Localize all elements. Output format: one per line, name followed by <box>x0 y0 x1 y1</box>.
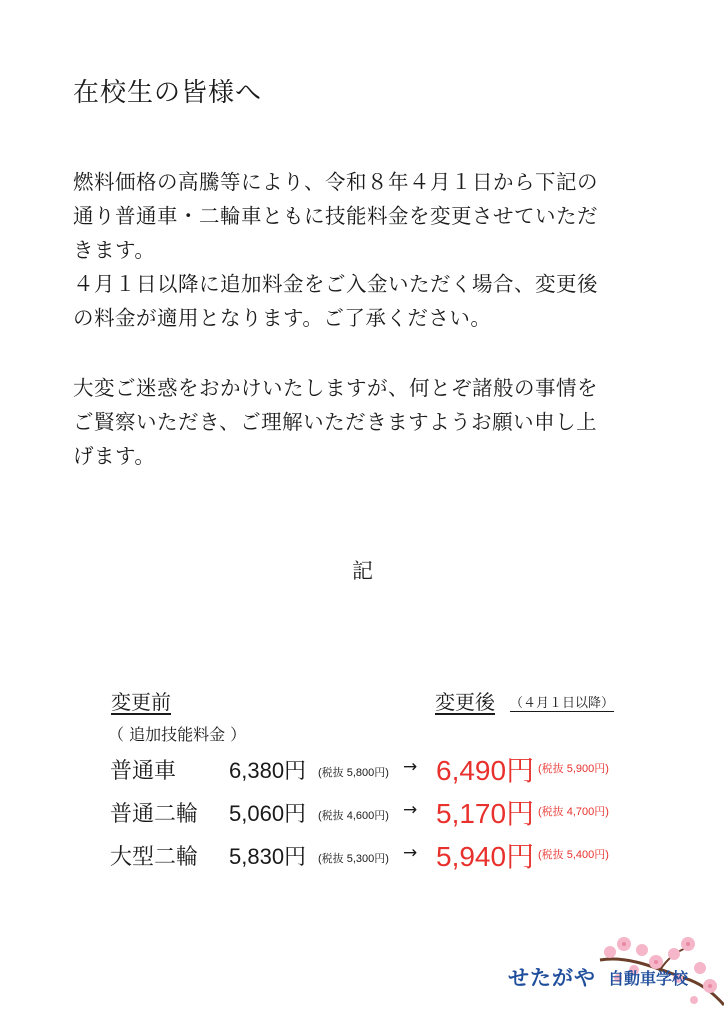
logo-sub-text: 自動車学校 <box>608 969 689 988</box>
row-old-price: 6,380円 <box>229 758 307 783</box>
row-old-tax: (税抜 5,800円) <box>318 767 389 779</box>
row-old-price: 5,060円 <box>229 801 307 826</box>
header-after-note: （４月１日以降） <box>510 696 615 711</box>
notice-line: ４月１日以降に追加料金をご入金いただく場合、変更後 <box>73 272 598 296</box>
apology-line: 大変ご迷惑をおかけいたしますが、何とぞ諸般の事情を <box>73 376 598 400</box>
notice-paragraph <box>73 165 653 335</box>
apology-line: げます。 <box>73 444 156 468</box>
page-title: 在校生の皆様へ <box>73 78 263 108</box>
apology-line: ご賢察いただき、ご理解いただきますようお願い申し上 <box>73 410 598 434</box>
row-new-price: 5,940円 <box>436 841 535 872</box>
row-category: 普通二輪 <box>110 802 199 827</box>
row-category: 普通車 <box>110 759 177 784</box>
price-row <box>110 840 670 874</box>
price-row <box>110 797 670 831</box>
ki-heading: 記 <box>352 559 373 583</box>
row-new-tax: (税抜 5,900円) <box>538 763 609 775</box>
logo-main-text: せたがや <box>508 966 596 990</box>
price-row <box>110 754 670 788</box>
subheader: （ 追加技能料金 ） <box>108 725 247 744</box>
arrow-icon: → <box>403 757 418 777</box>
row-new-price: 5,170円 <box>436 798 535 829</box>
notice-line: きます。 <box>73 238 156 262</box>
row-old-price: 5,830円 <box>229 844 307 869</box>
header-before: 変更前 <box>111 690 171 714</box>
row-new-price: 6,490円 <box>436 755 535 786</box>
notice-line: 通り普通車・二輪車ともに技能料金を変更させていただ <box>73 204 598 228</box>
row-old-tax: (税抜 5,300円) <box>318 853 389 865</box>
row-new-tax: (税抜 4,700円) <box>538 806 609 818</box>
row-old-tax: (税抜 4,600円) <box>318 810 389 822</box>
notice-line: 燃料価格の高騰等により、令和８年４月１日から下記の <box>73 170 598 194</box>
arrow-icon: → <box>403 800 418 820</box>
row-new-tax: (税抜 5,400円) <box>538 849 609 861</box>
arrow-icon: → <box>403 843 418 863</box>
header-after: 変更後 <box>435 690 495 714</box>
apology-paragraph <box>73 371 653 473</box>
notice-line: の料金が適用となります。ご了承ください。 <box>73 306 492 330</box>
row-category: 大型二輪 <box>110 845 199 870</box>
